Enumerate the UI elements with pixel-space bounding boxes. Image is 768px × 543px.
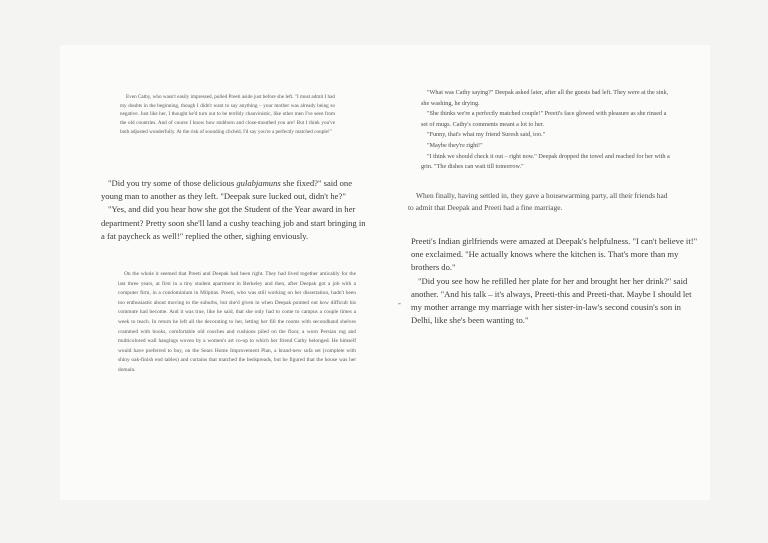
right-top-line-3: "Funny, that's what my friend Suresh said, too."	[427, 131, 546, 139]
right-top-line-1: "What was Cathy saying?" Deepak asked later, after all the guests had left. They were at the sink, she washing, he drying.	[421, 89, 669, 107]
right-bottom-line-1: Preeti's Indian girlfriends were amazed at Deepak's helpfulness. "I can't believe it!" one exclaimed. "He actually knows where the kitchen is. That's more than my brothers do."	[411, 236, 698, 273]
right-bottom-line-2: "Did you see how he refilled her plate for her and brought her her drink?" said another. "And his talk – it's always, Preeti-this and Preeti-that. Maybe I should let my mother arrange my marriage with her sister-in-law's second cousin's son in Delhi, like she's been wanting to."	[411, 275, 692, 326]
right-top-line-5: "I think we should check it out – right now." Deepak dropped the towel and reached for her with a grin. "The dishes can wait till tomorrow."	[421, 152, 670, 171]
left-dialogue-line-1: "Did you try some of those delicious gulabjamuns she fixed?" said one young man to another as they left. "Deepak sure lucked out, didn't he?"	[101, 178, 353, 202]
left-dialogue-line-2: "Yes, and did you hear how she got the Student of the Year award in her department? Pretty soon she'll land a cushy teaching job and start bringing in a fat paycheck as well!" replied the other, sighing enviously.	[101, 204, 366, 241]
left-bottom-paragraph	[118, 270, 356, 376]
right-top-line-2: "She thinks we're a perfectly matched couple!" Preeti's face glowed with pleasure as she rinsed a set of mugs. Cathy's comments meant a lot to her.	[421, 110, 667, 128]
right-middle-text: When finally, having settled in, they gave a housewarming party, all their friends had to admit that Deepak and Preeti had a fine marriage.	[408, 191, 668, 213]
stray-dash-mark: -	[398, 298, 401, 308]
left-dialogue	[101, 177, 369, 243]
right-top-block	[421, 88, 670, 173]
emphasized-word: gulabjamuns	[236, 178, 281, 188]
right-bottom-block	[411, 235, 701, 327]
left-top-paragraph	[120, 93, 335, 137]
right-middle-paragraph	[408, 190, 670, 215]
right-top-line-4: "Maybe they're right!"	[427, 141, 483, 149]
left-bottom-text: On the whole it seemed that Preeti and Deepak had been right. They had lived together amicably for the last three years, at first in a tiny student apartment in Berkeley and then, after Deepak got a job with a computer firm, in a condominium in Milpitas. Preeti, who was still working on her dissertation, hadn't been too enthusiastic about moving to the suburbs, but she'd given in when Deepak pointed out how difficult his commute had become. And it was true, like he said, that she only had to come to campus a couple times a week to teach. In return he left all the decorating to her, letting her fill the rooms with secondhand shelves crammed with books, comfortable old couches and cushions piled on the floor, a worn Persian rug and multicolored wall hangings woven by a women's art co-op to which her friend Cathy belonged. He himself would have preferred to buy, on the Sears Home Improvement Plan, a brand-new sofa set (complete with shiny oak-finish end tables) and curtains that matched the bedspreads, but he figured that the house was her domain.	[118, 271, 356, 373]
left-top-text: Even Cathy, who wasn't easily impressed, pulled Preeti aside just before she left. "I must admit I had my doubts in the beginning, though I didn't want to say anything – your mother was already being so negative. Just like her, I thought he'd turn out to be terribly chauvinistic, like other men I've seen from the old countries. And of course I know how stubborn and close-mouthed you are! But I think you've both adjusted wonderfully. At the risk of sounding clichéd, I'd say you're a perfectly matched couple!"	[120, 94, 336, 135]
